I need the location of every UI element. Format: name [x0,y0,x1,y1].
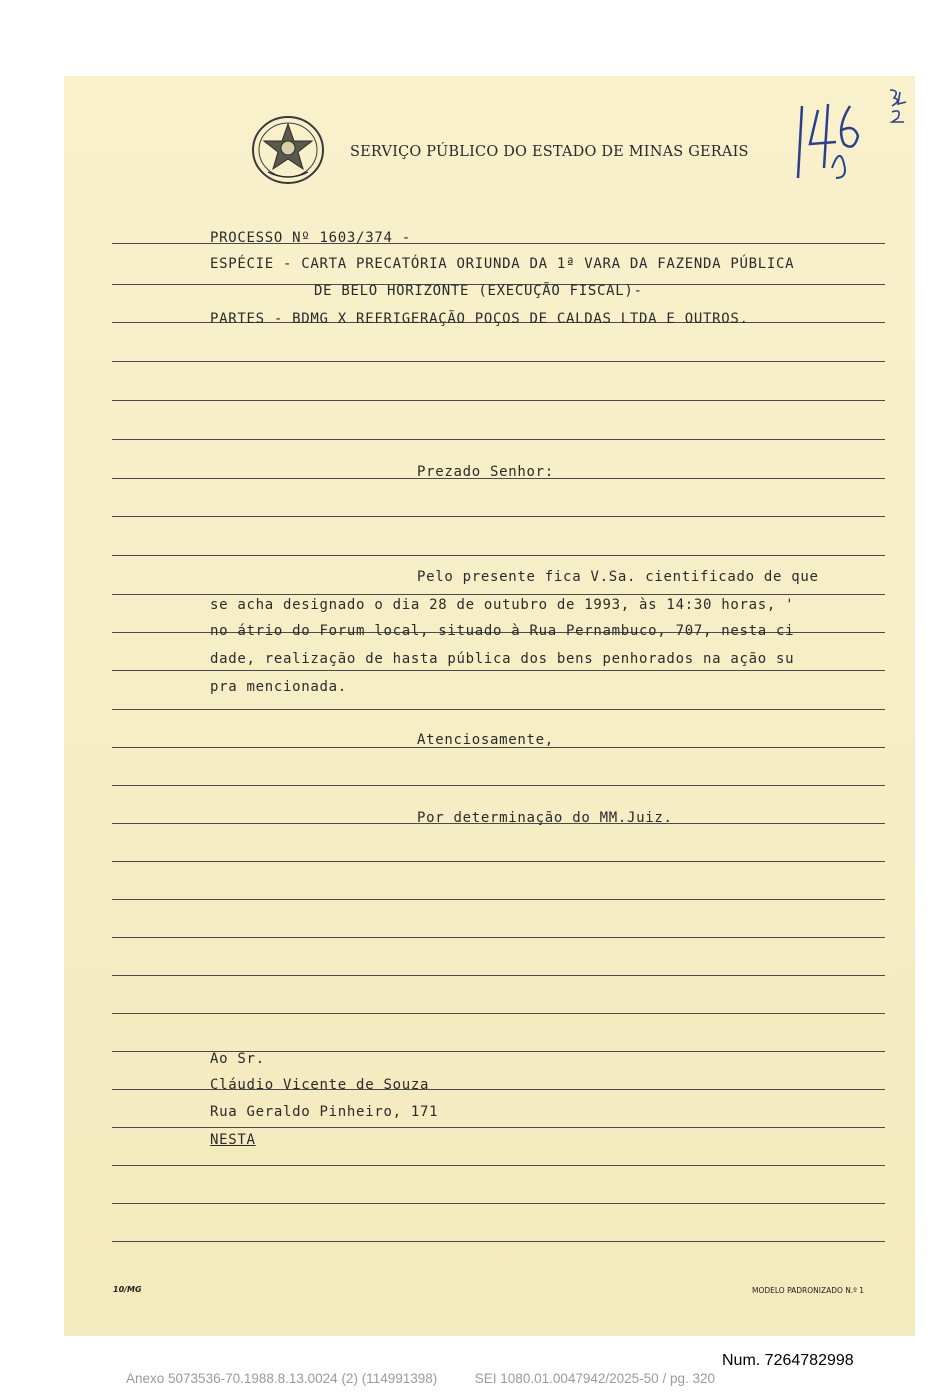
ruled-line [112,899,885,900]
ruled-line [112,1013,885,1014]
ruled-line [112,1165,885,1166]
header-title: SERVIÇO PÚBLICO DO ESTADO DE MINAS GERAIS [350,144,749,160]
ruled-line [112,1127,885,1128]
ruled-line [112,670,885,671]
ruled-line [112,709,885,710]
species-line-cont: DE BELO HORIZONTE (EXECUÇÃO FISCAL)- [314,283,643,299]
ruled-line [112,861,885,862]
state-seal-icon [250,114,326,186]
ruled-line [112,439,885,440]
ruled-line [112,361,885,362]
parties-line: PARTES - BDMG X REFRIGERAÇÃO POÇOS DE CALDAS LTDA E OUTROS. [210,311,749,327]
sei-reference: SEI 1080.01.0047942/2025-50 / pg. 320 [474,1371,715,1386]
ruled-line [112,400,885,401]
species-line: ESPÉCIE - CARTA PRECATÓRIA ORIUNDA DA 1ª VARA DA FAZENDA PÚBLICA [210,256,795,272]
annex-id: Anexo 5073536-70.1988.8.13.0024 (2) (114991398) [126,1371,438,1386]
annex-reference [126,1371,715,1386]
ruled-line [112,516,885,517]
form-code: 10/MG [113,1285,142,1294]
closing: Atenciosamente, [417,732,554,748]
addressee-city: NESTA [210,1132,256,1148]
body-line: se acha designado o dia 28 de outubro de 1993, às 14:30 horas, ' [210,597,795,613]
body-line: Pelo presente fica V.Sa. cientificado de que [417,569,819,585]
handwritten-page-number [788,86,914,186]
ruled-line [112,1241,885,1242]
document-number: Num. 7264782998 [722,1352,854,1369]
ruled-line [112,975,885,976]
ruled-line [112,594,885,595]
body-line: pra mencionada. [210,679,347,695]
salutation: Prezado Senhor: [417,464,554,480]
ruled-line [112,785,885,786]
addressee-name: Cláudio Vicente de Souza [210,1077,430,1093]
ruled-line [112,1203,885,1204]
model-label: MODELO PADRONIZADO N.º 1 [752,1286,864,1295]
body-line: dade, realização de hasta pública dos bens penhorados na ação su [210,651,795,667]
ruled-line [112,937,885,938]
body-line: no átrio do Forum local, situado à Rua Pernambuco, 707, nesta ci [210,623,795,639]
process-number: PROCESSO Nº 1603/374 - [210,230,411,246]
signature-note: Por determinação do MM.Juiz. [417,810,673,826]
ruled-line [112,555,885,556]
addressee-label: Ao Sr. [210,1051,265,1067]
addressee-street: Rua Geraldo Pinheiro, 171 [210,1104,439,1120]
